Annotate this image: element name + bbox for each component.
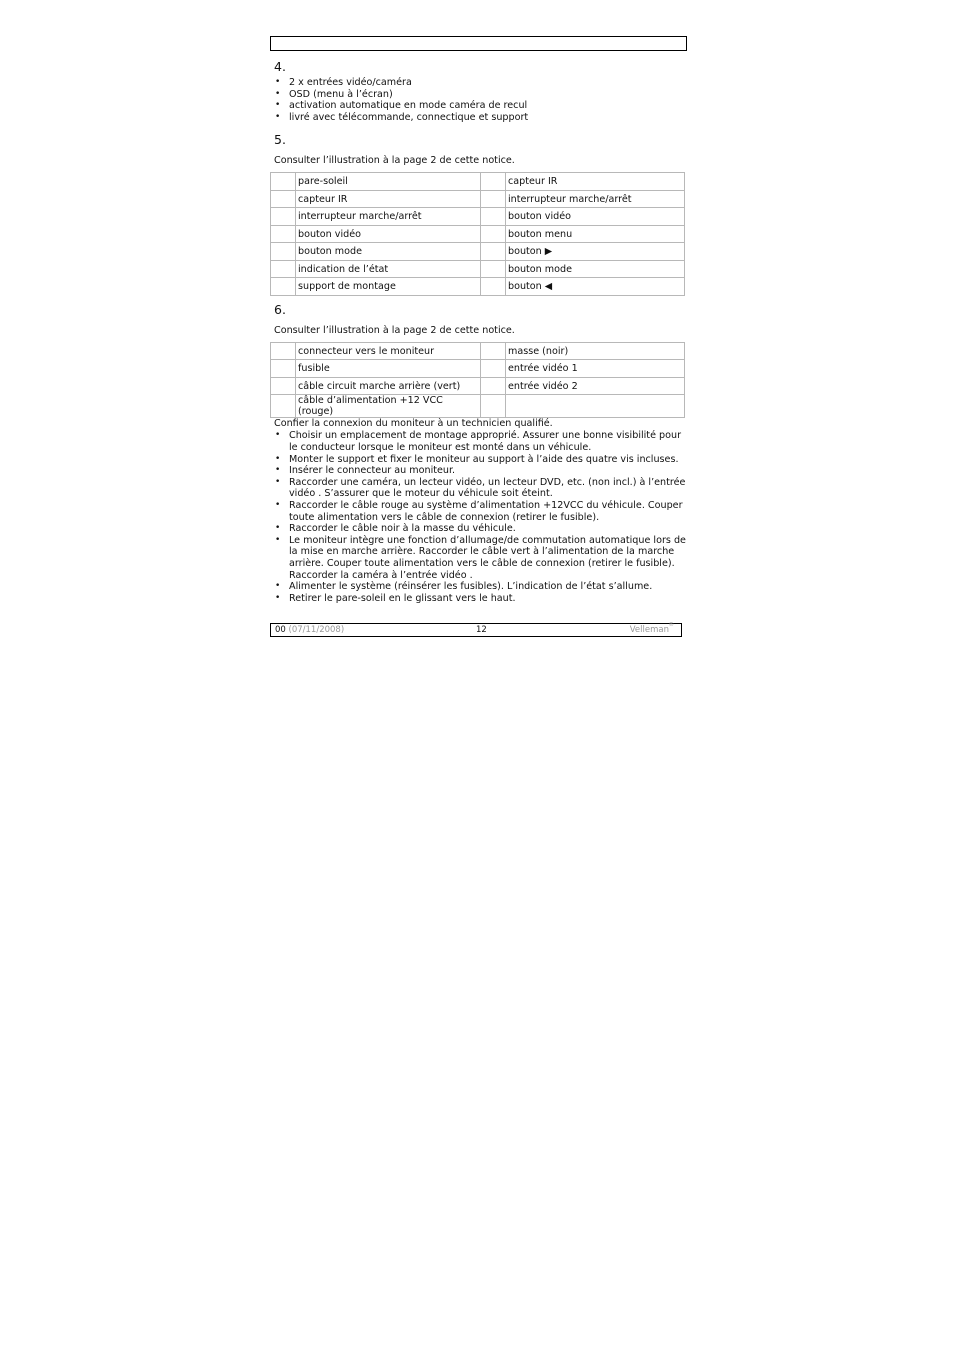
header-bar: [270, 36, 687, 51]
table-cell: bouton menu: [506, 225, 685, 243]
connection-table: [270, 342, 685, 419]
installation-steps: [270, 430, 690, 604]
description-table: [270, 172, 685, 296]
table-cell: bouton ▶: [506, 243, 685, 261]
table-cell: entrée vidéo 1: [506, 360, 685, 378]
table-cell: entrée vidéo 2: [506, 377, 685, 395]
table-cell: capteur IR: [296, 190, 481, 208]
table-cell: indication de l’état: [296, 260, 481, 278]
table-row: [271, 260, 685, 278]
list-item: • Raccorder le câble rouge au système d’alimentation +12VCC du véhicule. Couper toute alimentation vers le câble de connexion (retirer le fusible).: [270, 500, 690, 523]
list-item: • Choisir un emplacement de montage approprié. Assurer une bonne visibilité pour le conducteur lorsque le moniteur est monté dans un véhicule.: [270, 430, 690, 453]
list-item: • OSD (menu à l’écran): [270, 89, 690, 101]
table-cell: bouton mode: [506, 260, 685, 278]
footer-version: 00 (07/11/2008): [275, 625, 345, 635]
section-6-heading: 6.: [274, 301, 286, 317]
table-cell: support de montage: [296, 278, 481, 296]
table-row: [271, 395, 685, 418]
manual-page: [270, 36, 690, 604]
list-item: • Alimenter le système (réinsérer les fusibles). L’indication de l’état s’allume.: [270, 581, 690, 593]
section-5-intro: Consulter l’illustration à la page 2 de cette notice.: [274, 155, 515, 167]
page-number: 12: [476, 625, 487, 635]
page-footer: [270, 623, 682, 637]
footer-date: (07/11/2008): [288, 625, 345, 635]
table-cell: bouton ◀: [506, 278, 685, 296]
section-6-intro: Consulter l’illustration à la page 2 de cette notice.: [274, 324, 515, 336]
table-cell: câble circuit marche arrière (vert): [296, 377, 481, 395]
list-item: • Le moniteur intègre une fonction d’allumage/de commutation automatique lors de la mise en marche arrière. Raccorder le câble vert à l’alimentation de la marche arrière. Couper toute alimentation vers le câble de connexion (retirer le fusible). Raccorder la caméra à l’entrée vidéo .: [270, 535, 690, 581]
section-4-heading: 4.: [274, 59, 286, 74]
list-item: • 2 x entrées vidéo/caméra: [270, 77, 690, 89]
list-item: • Monter le support et fixer le moniteur au support à l’aide des quatre vis incluses.: [270, 454, 690, 466]
table-row: [271, 190, 685, 208]
list-item: • activation automatique en mode caméra de recul: [270, 100, 690, 112]
list-item: • livré avec télécommande, connectique et support: [270, 112, 690, 124]
table-cell: masse (noir): [506, 342, 685, 360]
table-row: [271, 278, 685, 296]
table-row: [271, 360, 685, 378]
list-item: • Raccorder le câble noir à la masse du véhicule.: [270, 523, 690, 535]
list-item: • Retirer le pare-soleil en le glissant vers le haut.: [270, 593, 690, 605]
section-5-heading: 5.: [274, 132, 286, 148]
table-cell: fusible: [296, 360, 481, 378]
footer-brand: Velleman: [629, 625, 669, 635]
table-cell: bouton vidéo: [296, 225, 481, 243]
table-row: [271, 377, 685, 395]
table-row: [271, 243, 685, 261]
table-row: [271, 208, 685, 226]
table-cell: capteur IR: [506, 173, 685, 191]
table-row: [271, 173, 685, 191]
table-cell: câble d’alimentation +12 VCC (rouge): [296, 395, 481, 418]
table-cell: connecteur vers le moniteur: [296, 342, 481, 360]
table-cell: interrupteur marche/arrêt: [506, 190, 685, 208]
features-list: [270, 77, 690, 123]
connection-note: Confier la connexion du moniteur à un technicien qualifié.: [274, 418, 553, 430]
table-cell: bouton mode: [296, 243, 481, 261]
table-cell: pare-soleil: [296, 173, 481, 191]
table-cell: [506, 395, 685, 418]
table-cell: bouton vidéo: [506, 208, 685, 226]
list-item: • Insérer le connecteur au moniteur.: [270, 465, 690, 477]
table-row: [271, 342, 685, 360]
list-item: • Raccorder une caméra, un lecteur vidéo, un lecteur DVD, etc. (non incl.) à l’entrée vidéo . S’assurer que le moteur du véhicule soit éteint.: [270, 477, 690, 500]
table-cell: interrupteur marche/arrêt: [296, 208, 481, 226]
table-row: [271, 225, 685, 243]
registered-mark: ®: [668, 622, 674, 628]
